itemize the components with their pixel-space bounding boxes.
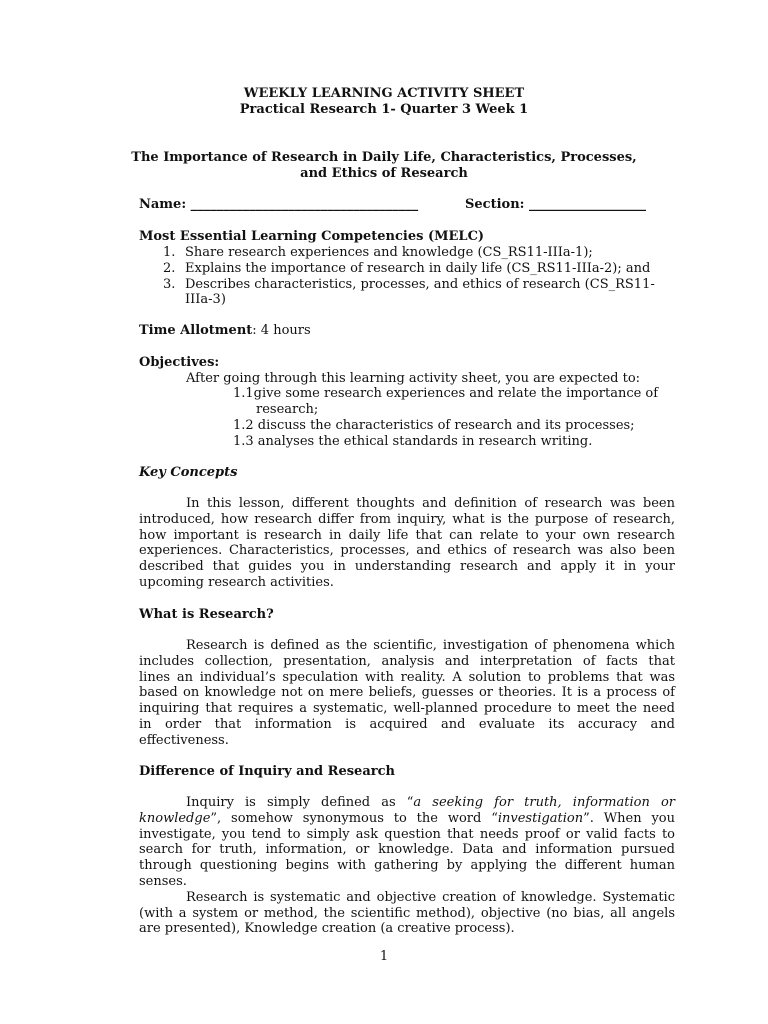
italic-run: a seeking for truth, information or bbox=[413, 795, 675, 810]
text-run: ”. When you bbox=[583, 810, 675, 826]
text-run: Inquiry is simply defined as “ bbox=[186, 795, 414, 810]
paragraph-line: search for truth, information, or knowledge. Data and information pursued bbox=[139, 842, 675, 858]
paragraph-line: how important is research in daily life that can relate to your own research bbox=[139, 527, 675, 543]
paragraph-line: lines an individual’s speculation with reality. A solution to problems that was bbox=[139, 669, 675, 685]
sheet-subtitle: Practical Research 1- Quarter 3 Week 1 bbox=[239, 102, 529, 117]
paragraph-line: Research is defined as the scientific, investigation of phenomena which bbox=[186, 638, 675, 653]
melc-item-number: 1. bbox=[163, 245, 176, 260]
paragraph-line: experiences. Characteristics, processes, and ethics of research was also been bbox=[139, 543, 675, 559]
paragraph-line: includes collection, presentation, analysis and interpretation of facts that bbox=[139, 653, 675, 669]
paragraph-line bbox=[139, 811, 675, 827]
paragraph-line: in order that information is acquired and evaluate its accuracy and bbox=[139, 716, 675, 732]
time-allotment bbox=[139, 323, 311, 339]
melc-item-text: IIIa-3) bbox=[185, 292, 226, 308]
paragraph-line: upcoming research activities. bbox=[139, 574, 334, 590]
paragraph-line: senses. bbox=[139, 873, 187, 889]
time-allotment-value: : 4 hours bbox=[252, 323, 311, 338]
paragraph-line: In this lesson, different thoughts and definition of research was been bbox=[186, 496, 675, 511]
objectives-intro: After going through this learning activity sheet, you are expected to: bbox=[186, 371, 641, 386]
melc-heading: Most Essential Learning Competencies (MELC) bbox=[139, 229, 485, 244]
melc-item-number: 2. bbox=[163, 260, 176, 276]
inquiry-paragraph bbox=[139, 795, 675, 937]
topic-title-line2: and Ethics of Research bbox=[300, 166, 468, 181]
page-number: 1 bbox=[379, 949, 389, 964]
paragraph-line: inquiring that requires a systematic, well-planned procedure to meet the need bbox=[139, 701, 675, 717]
melc-item-text: Share research experiences and knowledge (CS_RS11-IIIa-1); bbox=[185, 245, 593, 260]
key-concepts-paragraph bbox=[139, 496, 675, 591]
melc-item-text: Describes characteristics, processes, and ethics of research (CS_RS11- bbox=[185, 276, 655, 292]
what-is-research-heading: What is Research? bbox=[139, 607, 274, 622]
objective-item: 1.2 discuss the characteristics of research and its processes; bbox=[233, 418, 635, 433]
key-concepts-heading: Key Concepts bbox=[139, 465, 238, 480]
italic-run: investigation bbox=[497, 810, 584, 826]
objective-item: 1.3 analyses the ethical standards in research writing. bbox=[233, 434, 593, 449]
paragraph-line: investigate, you tend to simply ask question that needs proof or valid facts to bbox=[139, 826, 675, 842]
section-field-label: Section: __________________ bbox=[465, 197, 646, 212]
objectives-heading: Objectives: bbox=[139, 355, 220, 370]
time-allotment-label: Time Allotment bbox=[139, 323, 253, 338]
paragraph-line: Research is systematic and objective creation of knowledge. Systematic bbox=[186, 889, 675, 905]
paragraph-line: are presented), Knowledge creation (a creative process). bbox=[139, 921, 515, 937]
objective-item-continuation: research; bbox=[256, 402, 319, 417]
name-field-label: Name: ___________________________________ bbox=[139, 197, 419, 212]
difference-heading: Difference of Inquiry and Research bbox=[139, 764, 395, 779]
paragraph-line: introduced, how research differ from inquiry, what is the purpose of research, bbox=[139, 511, 675, 527]
paragraph-line: effectiveness. bbox=[139, 732, 229, 748]
paragraph-line: based on knowledge not on mere beliefs, guesses or theories. It is a process of bbox=[139, 685, 675, 701]
paragraph-line: described that guides you in understanding research and apply it in your bbox=[139, 559, 675, 575]
paragraph-line: (with a system or method, the scientific method), objective (no bias, all angels bbox=[139, 905, 675, 921]
melc-item-text: Explains the importance of research in daily life (CS_RS11-IIIa-2); and bbox=[185, 260, 651, 276]
text-run: ”, somehow synonymous to the word “ bbox=[210, 810, 498, 826]
italic-run: knowledge bbox=[139, 810, 211, 826]
sheet-title: WEEKLY LEARNING ACTIVITY SHEET bbox=[243, 86, 525, 101]
what-is-research-paragraph bbox=[139, 638, 675, 749]
paragraph-line: through questioning begins with gathering by applying the different human bbox=[139, 858, 675, 874]
paragraph-line bbox=[139, 795, 675, 811]
topic-title-line1: The Importance of Research in Daily Life, Characteristics, Processes, bbox=[131, 150, 637, 165]
melc-item-number: 3. bbox=[163, 276, 176, 292]
objective-item: 1.1give some research experiences and relate the importance of bbox=[233, 386, 659, 401]
